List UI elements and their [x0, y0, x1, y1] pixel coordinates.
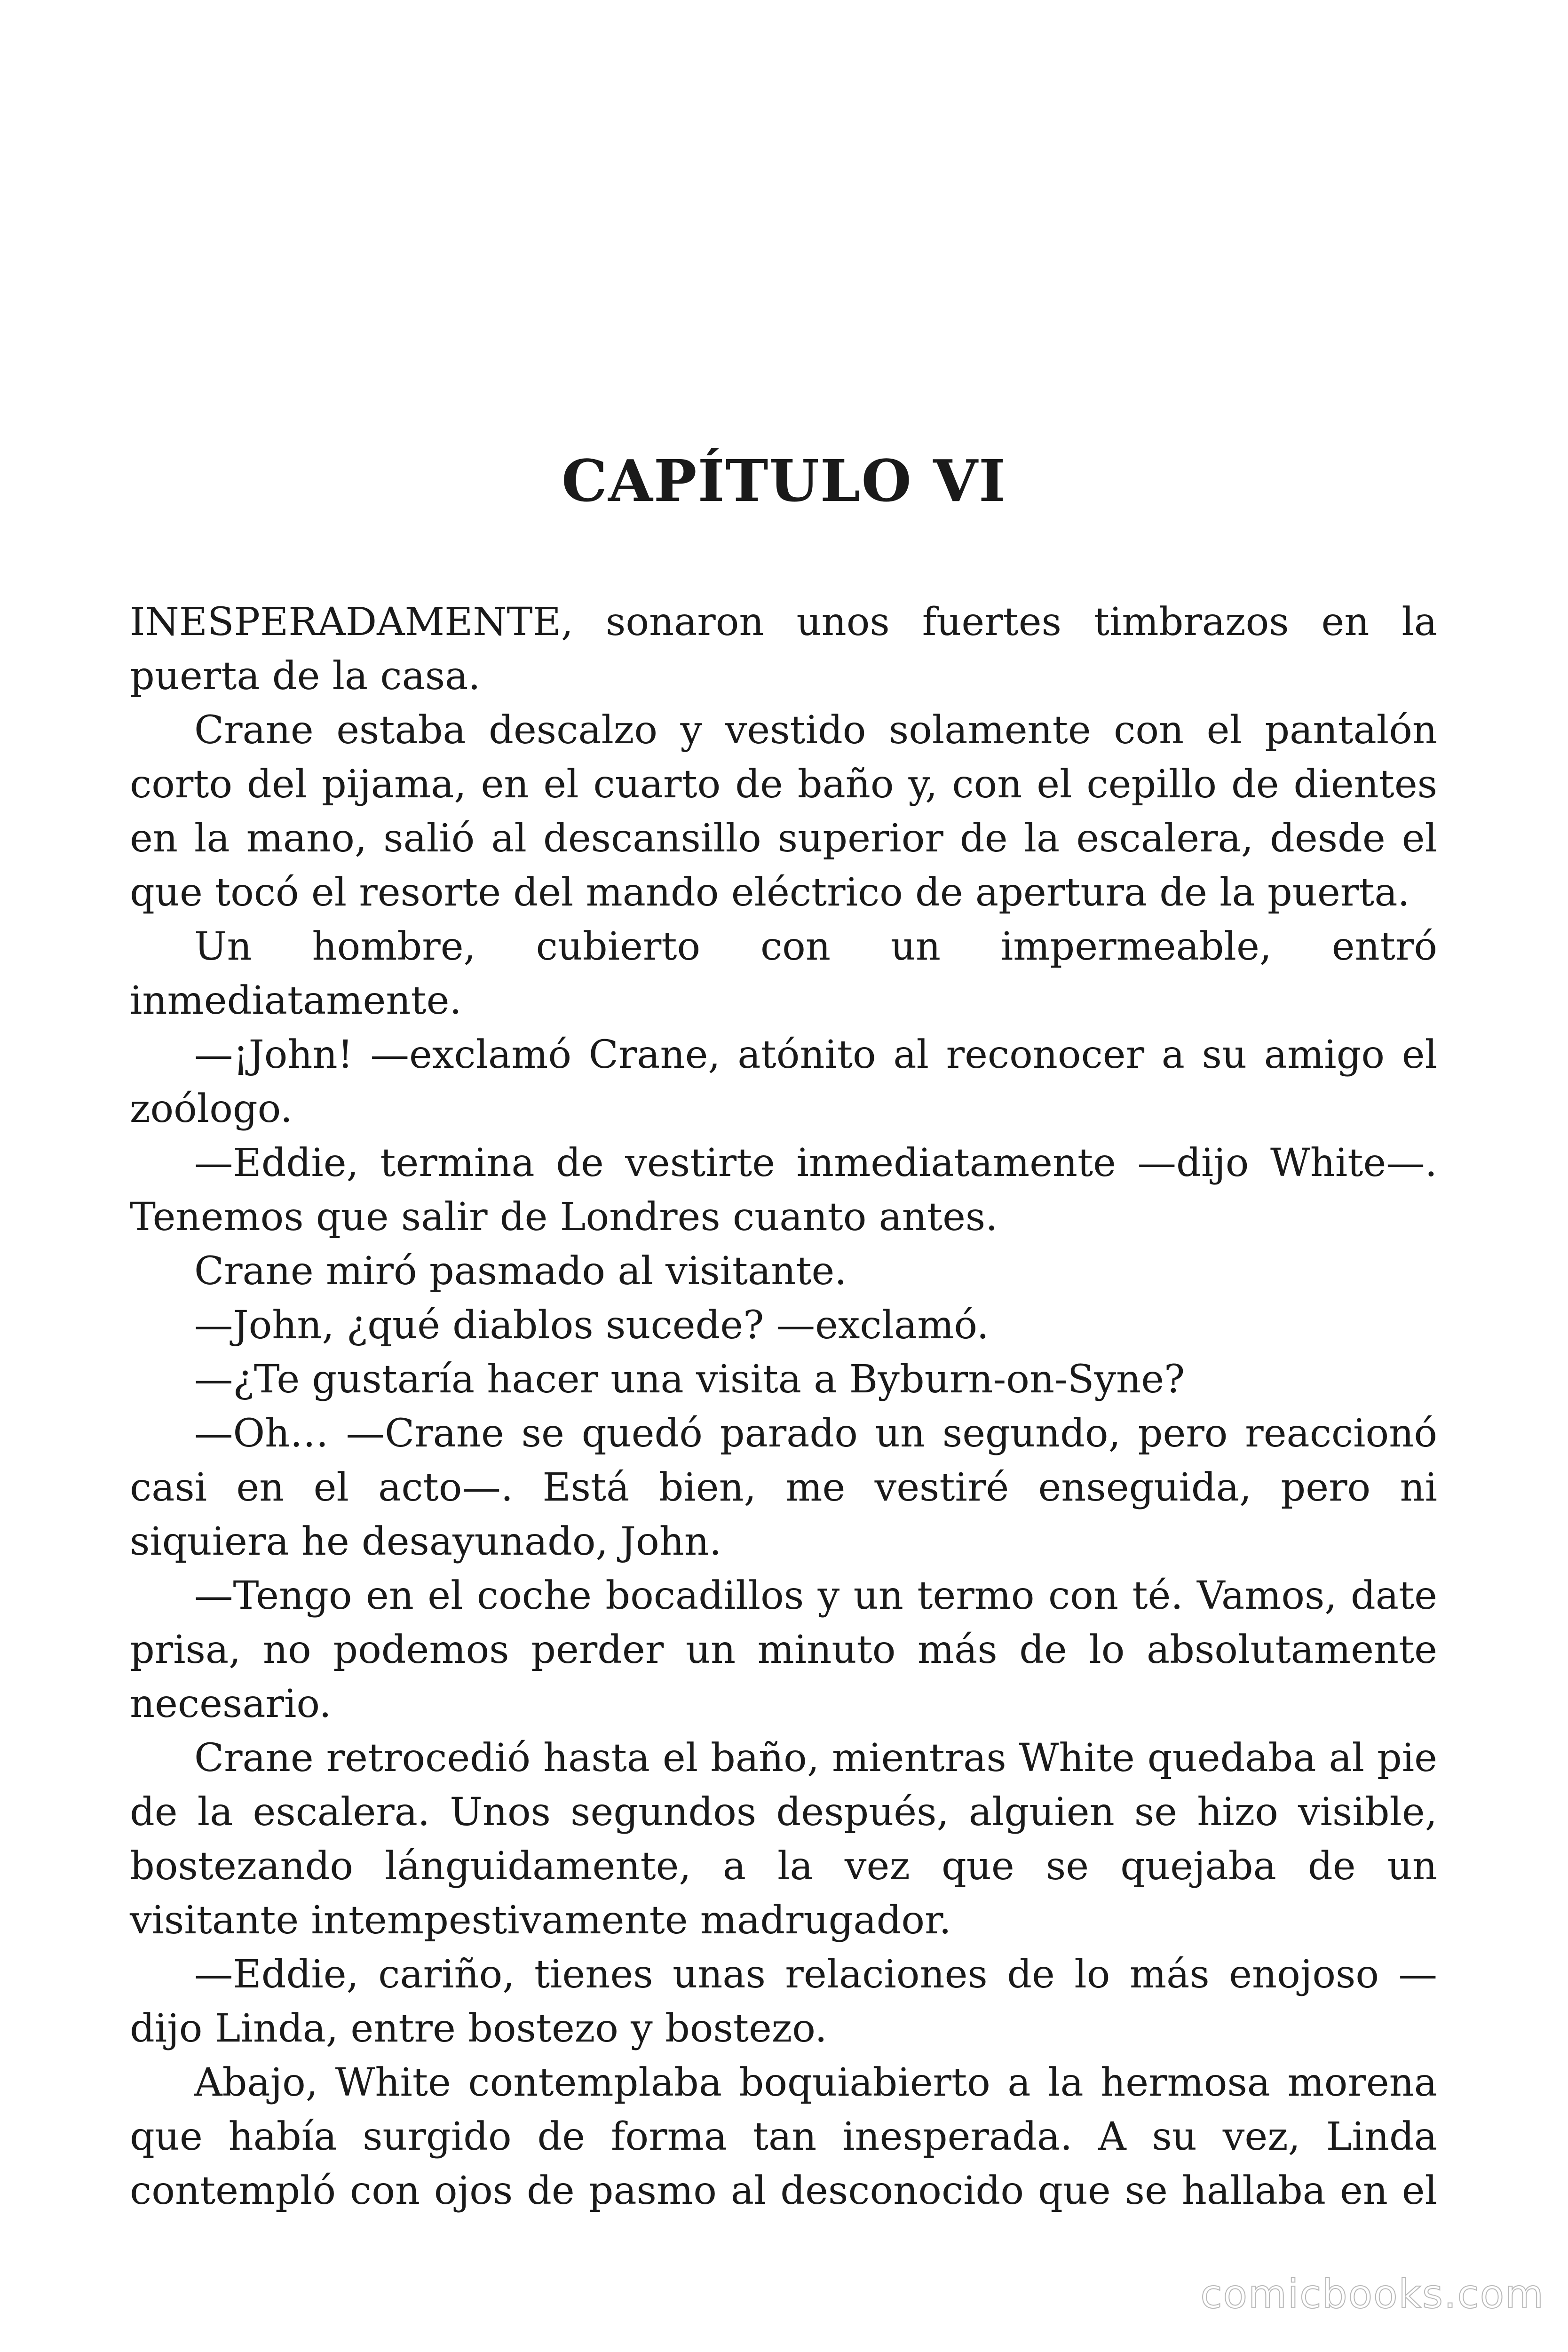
- paragraph: Un hombre, cubierto con un impermeable, entró inmediatamente.: [130, 924, 1437, 1023]
- paragraph: Crane retrocedió hasta el baño, mientras White quedaba al pie de la escalera. Unos segundos después, alguien se hizo visible, bostezando lánguidamente, a la vez que se quejaba de un visitante intempestivamente madrugador.: [130, 1735, 1437, 1943]
- paragraph: —Tengo en el coche bocadillos y un termo con té. Vamos, date prisa, no podemos perder un minuto más de lo absolutamente necesario.: [130, 1573, 1437, 1726]
- paragraph-last: Abajo, White contemplaba boquiabierto a la hermosa morena que había surgido de forma tan inesperada. A su vez, Linda contempló con ojos de pasmo al desconocido que se hallaba en el: [130, 2060, 1437, 2213]
- paragraph: —Oh… —Crane se quedó parado un segundo, pero reaccionó casi en el acto—. Está bien, me vestiré enseguida, pero ni siquiera he desayunado, John.: [130, 1411, 1437, 1564]
- watermark: comicbooks.com: [1200, 2271, 1544, 2317]
- chapter-title: CAPÍTULO VI: [562, 447, 1006, 515]
- paragraph: Crane miró pasmado al visitante.: [194, 1248, 847, 1294]
- paragraph: INESPERADAMENTE, sonaron unos fuertes timbrazos en la puerta de la casa.: [130, 599, 1437, 699]
- paragraph: —Eddie, termina de vestirte inmediatamente —dijo White—. Tenemos que salir de Londres cuanto antes.: [130, 1140, 1437, 1240]
- paragraph: —Eddie, cariño, tienes unas relaciones de lo más enojoso —dijo Linda, entre bostezo y bostezo.: [130, 1952, 1437, 2051]
- paragraph: —¡John! —exclamó Crane, atónito al reconocer a su amigo el zoólogo.: [130, 1032, 1437, 1131]
- paragraph: Crane estaba descalzo y vestido solamente con el pantalón corto del pijama, en el cuarto de baño y, con el cepillo de dientes en la mano, salió al descansillo superior de la escalera, desde el que tocó el resorte del mando eléctrico de apertura de la puerta.: [130, 707, 1437, 915]
- chapter-body: [130, 595, 1437, 2218]
- paragraph: —John, ¿qué diablos sucede? —exclamó.: [194, 1303, 989, 1348]
- paragraph: —¿Te gustaría hacer una visita a Byburn-on-Syne?: [194, 1357, 1185, 1402]
